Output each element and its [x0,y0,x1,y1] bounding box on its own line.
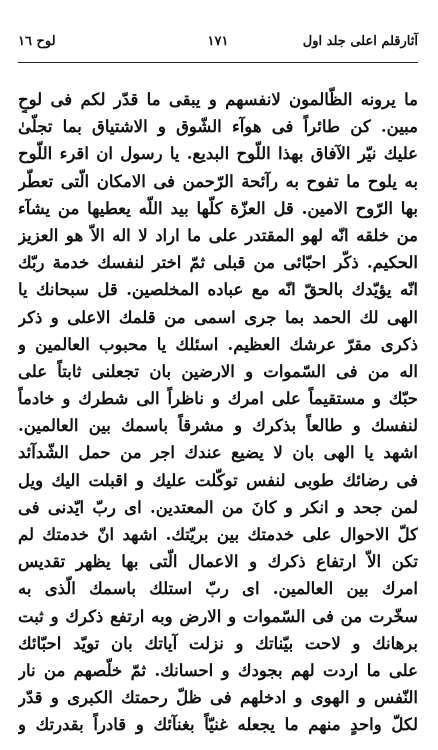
book-title: آثارقلم اعلى جلد اول [302,34,418,49]
text-line: من خلقه انّه لهو المقتدر على ما اراد لا اله الاّ هو العزيز [18,225,418,245]
text-line: لكلّ واحدٍ منهم ما يجعله غنيّاً بغنآئك و قادراً بقدرتك و [18,715,418,735]
text-line: الهى لك الحمد بما جرى اسمى من قلمك الاعلى و ذكر [18,307,418,327]
page-number: ١٧١ [207,34,229,49]
header-rule [18,62,418,63]
text-line: عليك نيّر الآفاق بهذا اللّوح البديع. يا رسول ان اقرء اللّوح [18,144,418,164]
text-line: انّه يؤيّدك بالحقّ انّه مع عباده المخلصين. قل سبحانك يا [18,280,418,300]
text-line: تكن الاّ ارتفاع ذكرك و الاعمال الّتى بها يظهر تقديس [18,552,418,572]
text-line: ما يرونه الظّالمون لانفسهم و يبقى ما قدّر لكم فى لوحٍ [18,90,418,109]
text-line: سخّرت من فى السّموات و الارض وبه ارتفع ذكرك و ثبت [18,606,418,626]
text-line: فى رضائك طوبى لنفس توكّلت عليك و اقبلت اليك ويل [18,470,418,490]
text-line: امرك بين العالمين. اى ربّ استلك باسمك الّذى به [18,579,418,599]
text-line: اشهد يا الهى بان لا يضيع عندك اجر من حمل الشّدآئد [18,443,418,463]
page-header [18,34,418,58]
text-line: على ما اردت لهم بجودك و احسانك. ثمّ خلّصهم من نار [18,660,418,680]
text-line: حبّك و مستقيماً على امرك و ناظراً الى شطرك و خادماً [18,389,418,409]
text-line: مبين. كن طائراً فى هوآء الشّوق و الاشتياق بما تجلّىٰ [18,117,418,137]
text-line: به يلوح ما تفوح به رآئحة الرّحمن فى الامكان الّتى تعطّر [18,171,418,191]
text-line: برهانك و لاحت بيّناتك و نزلت آياتك بان تويّد احبّائك [18,633,418,653]
text-line: بها الرّوح الامين. قل العزّة كلّها بيد اللّه يعطيها من يشآء [18,198,418,218]
text-line: لمن جحد و انكر و كانَ من المعتدين. اى ربّ ايّدنى فى [18,497,418,517]
text-line: كلّ الاحوال على خدمتك بين بريّتك. اشهد انّ خدمتك لم [18,525,418,544]
text-line: الحكيم. ذكّر احبّائى من قبلى ثمّ اختر لنفسك خدمة ربّك [18,253,418,273]
body-text [18,86,418,739]
tablet-reference: لوح ١٦ [18,34,56,49]
text-line: اله من فى السّموات و الارضين بان تجعلنى ثابتاً على [18,361,418,381]
text-line: لنفسك و طالعاً بذكرك و مشرقاً باسمك بين العالمين. [18,416,418,436]
text-line: النّفس و الهوى و ادخلهم فى ظلّ رحمتك الكبرى و قدّر [18,688,418,708]
text-line: ذكرى مقرّ عرشك العظيم. اسئلك يا محبوب العالمين و [18,334,418,354]
